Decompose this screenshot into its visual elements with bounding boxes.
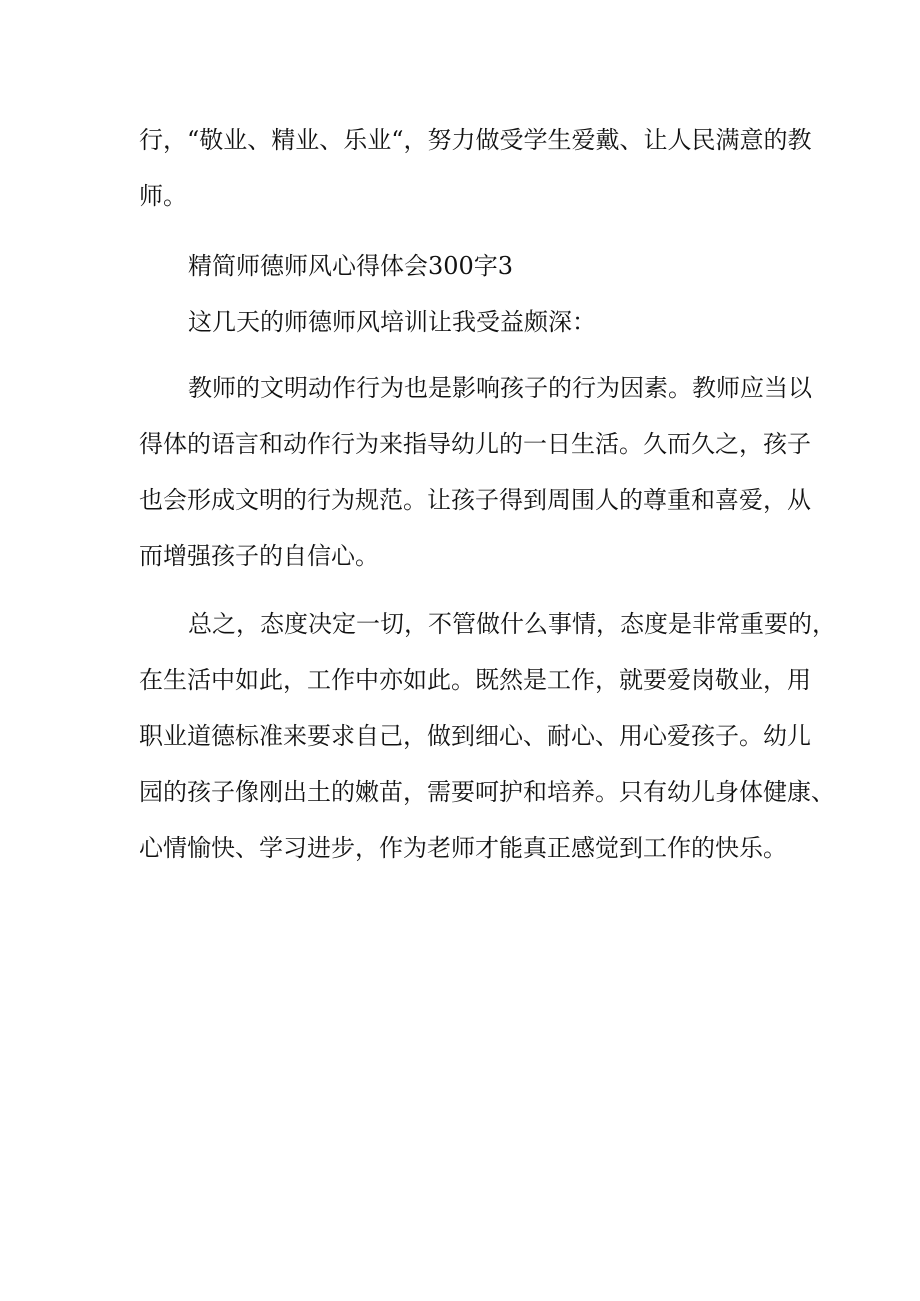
section-heading: 精简师德师风心得体会300字3 bbox=[188, 252, 514, 280]
paragraph-line: 而增强孩子的自信心。 bbox=[139, 542, 379, 570]
paragraph-line: 职业道德标准来要求自己，做到细心、耐心、用心爱孩子。幼儿 bbox=[139, 722, 811, 750]
paragraph-line: 总之，态度决定一切，不管做什么事情，态度是非常重要的， bbox=[188, 610, 836, 638]
paragraph-line: 这几天的师德师风培训让我受益颇深： bbox=[188, 308, 596, 336]
paragraph-line: 也会形成文明的行为规范。让孩子得到周围人的尊重和喜爱，从 bbox=[139, 486, 811, 514]
paragraph-line: 心情愉快、学习进步，作为老师才能真正感觉到工作的快乐。 bbox=[139, 834, 787, 862]
paragraph-line: 行，“敬业、精业、乐业“，努力做受学生爱戴、让人民满意的教 bbox=[139, 126, 812, 154]
paragraph-line: 师。 bbox=[139, 182, 187, 210]
paragraph-line: 得体的语言和动作行为来指导幼儿的一日生活。久而久之，孩子 bbox=[139, 430, 811, 458]
paragraph-line: 园的孩子像刚出土的嫩苗，需要呵护和培养。只有幼儿身体健康、 bbox=[139, 778, 835, 806]
paragraph-line: 在生活中如此，工作中亦如此。既然是工作，就要爱岗敬业，用 bbox=[139, 666, 811, 694]
paragraph-line: 教师的文明动作行为也是影响孩子的行为因素。教师应当以 bbox=[188, 374, 812, 402]
